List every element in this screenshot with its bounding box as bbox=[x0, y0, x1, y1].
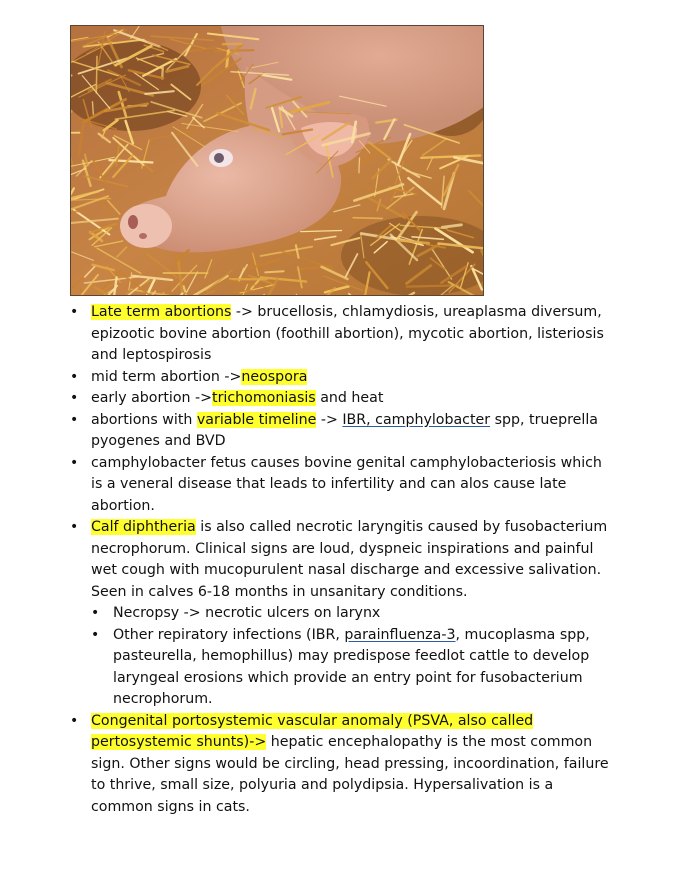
list-item bbox=[70, 388, 615, 410]
spellcheck-underlined-text: IBR, camphylobacter bbox=[342, 411, 491, 428]
calf-photo bbox=[70, 25, 484, 296]
sub-list-item bbox=[91, 625, 615, 711]
highlighted-text: Congenital portosystemic vascular anomaly (PSVA, also called pertosystemic shunts)-> bbox=[91, 712, 534, 750]
sub-list-item bbox=[91, 603, 615, 625]
list-item bbox=[70, 410, 615, 453]
item-text: , mucoplasma spp, pasteurella, hemophillus) may predispose feedlot cattle to develop laryngeal erosions which provide an entry point for fusobacterium necrophorum. bbox=[113, 626, 590, 707]
item-text: mid term abortion -> bbox=[91, 368, 242, 385]
item-text: camphylobacter fetus causes bovine genital camphylobacteriosis which is a veneral disease that leads to infertility and can alos cause late abortion. bbox=[91, 454, 602, 514]
item-text: abortions with bbox=[91, 411, 197, 428]
straw-strand bbox=[265, 271, 283, 272]
highlighted-text: Calf diphtheria bbox=[91, 519, 196, 535]
list-item bbox=[70, 453, 615, 518]
calf-illustration bbox=[71, 26, 484, 296]
list-item bbox=[70, 711, 615, 819]
highlighted-text: Late term abortions bbox=[91, 304, 232, 320]
bullet-list bbox=[70, 302, 615, 818]
item-text: -> brucellosis, chlamydiosis, ureaplasma diversum, epizootic bovine abortion (foothill abortion), mycotic abortion, listeriosis and leptospirosis bbox=[91, 304, 604, 363]
straw-strand bbox=[353, 218, 382, 219]
highlighted-text: trichomoniasis bbox=[212, 390, 316, 406]
highlighted-text: neospora bbox=[241, 368, 308, 385]
straw-strand bbox=[96, 56, 97, 93]
sub-bullet-list bbox=[91, 603, 615, 711]
item-text: Necropsy -> necrotic ulcers on larynx bbox=[113, 605, 381, 621]
item-text: is also called necrotic laryngitis caused by fusobacterium necrophorum. Clinical signs are loud, dyspneic inspirations and painful wet cough with mucopurulent nasal discharge and excessive salivation. Seen in calves 6-18 months in unsanitary conditions. bbox=[91, 519, 608, 600]
spellcheck-underlined-text: parainfluenza-3 bbox=[344, 626, 456, 643]
list-item bbox=[70, 517, 615, 711]
document-body bbox=[70, 302, 615, 818]
list-item bbox=[70, 302, 615, 367]
item-text: Other repiratory infections (IBR, bbox=[113, 626, 345, 643]
highlighted-text: variable timeline bbox=[196, 411, 317, 428]
item-text: spp, trueprella pyogenes and BVD bbox=[91, 411, 598, 449]
item-text: -> bbox=[316, 411, 343, 428]
straw-strand bbox=[93, 102, 94, 115]
item-text: and heat bbox=[315, 390, 384, 406]
item-text: hepatic encephalopathy is the most common sign. Other signs would be circling, head pressing, incoordination, failure to thrive, small size, polyuria and polydipsia. Hypersalivation is a common signs in cats. bbox=[91, 734, 609, 815]
straw-strand bbox=[359, 158, 360, 173]
list-item bbox=[70, 367, 615, 389]
item-text: early abortion -> bbox=[91, 390, 213, 406]
straw-strand bbox=[227, 51, 229, 68]
straw-strand bbox=[407, 285, 459, 286]
